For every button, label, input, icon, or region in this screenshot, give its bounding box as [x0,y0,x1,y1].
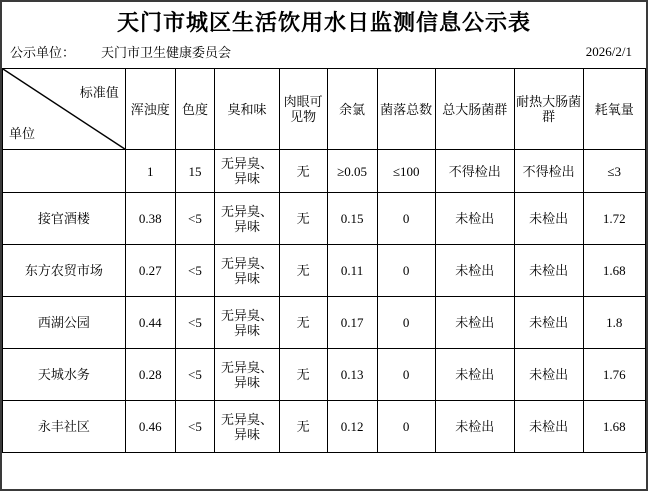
table-row [3,193,646,245]
standard-visible-matter: 无 [279,150,327,193]
cell-turbidity: 0.38 [125,193,175,245]
cell-total-coliform: 未检出 [435,245,514,297]
cell-total-coliform: 未检出 [435,401,514,453]
standard-total-bacteria: ≤100 [377,150,435,193]
standard-chroma: 15 [175,150,215,193]
cell-thermotolerant-coliform: 未检出 [514,193,583,245]
table-row [3,297,646,349]
column-header-turbidity: 浑浊度 [125,69,175,150]
row-site-name: 东方农贸市场 [3,245,126,297]
cell-total-coliform: 未检出 [435,297,514,349]
column-header-chroma: 色度 [175,69,215,150]
cell-visible-matter: 无 [279,349,327,401]
cell-total-bacteria: 0 [377,193,435,245]
cell-residual-chlorine: 0.17 [327,297,377,349]
table-row [3,401,646,453]
column-header-thermotolerant-coliform: 耐热大肠菌群 [514,69,583,150]
column-header-odor-taste: 臭和味 [215,69,280,150]
standard-oxygen-consumption: ≤3 [583,150,646,193]
cell-visible-matter: 无 [279,193,327,245]
cell-thermotolerant-coliform: 未检出 [514,349,583,401]
standard-total-coliform: 不得检出 [435,150,514,193]
cell-residual-chlorine: 0.12 [327,401,377,453]
publisher-label: 公示单位： [10,45,76,61]
standard-turbidity: 1 [125,150,175,193]
table-header-row [3,69,646,150]
cell-visible-matter: 无 [279,297,327,349]
standard-odor-taste: 无异臭、异味 [215,150,280,193]
column-header-total-coliform: 总大肠菌群 [435,69,514,150]
cell-oxygen-consumption: 1.68 [583,401,646,453]
row-site-name: 西湖公园 [3,297,126,349]
standard-values-row [3,150,646,193]
cell-total-bacteria: 0 [377,297,435,349]
cell-odor-taste: 无异臭、异味 [215,245,280,297]
cell-turbidity: 0.46 [125,401,175,453]
cell-total-bacteria: 0 [377,245,435,297]
cell-chroma: <5 [175,401,215,453]
cell-oxygen-consumption: 1.8 [583,297,646,349]
cell-odor-taste: 无异臭、异味 [215,297,280,349]
cell-chroma: <5 [175,193,215,245]
cell-residual-chlorine: 0.13 [327,349,377,401]
cell-oxygen-consumption: 1.72 [583,193,646,245]
row-site-name: 天城水务 [3,349,126,401]
table-row [3,245,646,297]
standard-row-spacer [3,150,126,193]
cell-total-coliform: 未检出 [435,349,514,401]
row-site-name: 永丰社区 [3,401,126,453]
cell-odor-taste: 无异臭、异味 [215,401,280,453]
page-title: 天门市城区生活饮用水日监测信息公示表 [116,10,531,35]
cell-chroma: <5 [175,349,215,401]
standard-residual-chlorine: ≥0.05 [327,150,377,193]
cell-odor-taste: 无异臭、异味 [215,349,280,401]
cell-oxygen-consumption: 1.68 [583,245,646,297]
header-bar [2,42,646,68]
cell-thermotolerant-coliform: 未检出 [514,245,583,297]
column-header-oxygen-consumption: 耗氧量 [583,69,646,150]
publisher-name: 天门市卫生健康委员会 [101,45,232,61]
cell-odor-taste: 无异臭、异味 [215,193,280,245]
cell-thermotolerant-coliform: 未检出 [514,401,583,453]
cell-chroma: <5 [175,297,215,349]
table-row [3,349,646,401]
cell-turbidity: 0.44 [125,297,175,349]
corner-standard-label: 标准值 [79,85,119,101]
cell-thermotolerant-coliform: 未检出 [514,297,583,349]
cell-chroma: <5 [175,245,215,297]
column-header-residual-chlorine: 余氯 [327,69,377,150]
cell-total-bacteria: 0 [377,401,435,453]
cell-turbidity: 0.28 [125,349,175,401]
cell-residual-chlorine: 0.11 [327,245,377,297]
corner-header-cell [3,69,126,150]
monitoring-table [2,68,646,453]
cell-turbidity: 0.27 [125,245,175,297]
corner-unit-label: 单位 [9,126,36,142]
column-header-visible-matter: 肉眼可见物 [279,69,327,150]
column-header-total-bacteria: 菌落总数 [377,69,435,150]
cell-residual-chlorine: 0.15 [327,193,377,245]
publish-date: 2026/2/1 [585,43,632,59]
cell-oxygen-consumption: 1.76 [583,349,646,401]
cell-visible-matter: 无 [279,245,327,297]
row-site-name: 接官酒楼 [3,193,126,245]
standard-thermotolerant-coliform: 不得检出 [514,150,583,193]
cell-total-coliform: 未检出 [435,193,514,245]
cell-visible-matter: 无 [279,401,327,453]
cell-total-bacteria: 0 [377,349,435,401]
